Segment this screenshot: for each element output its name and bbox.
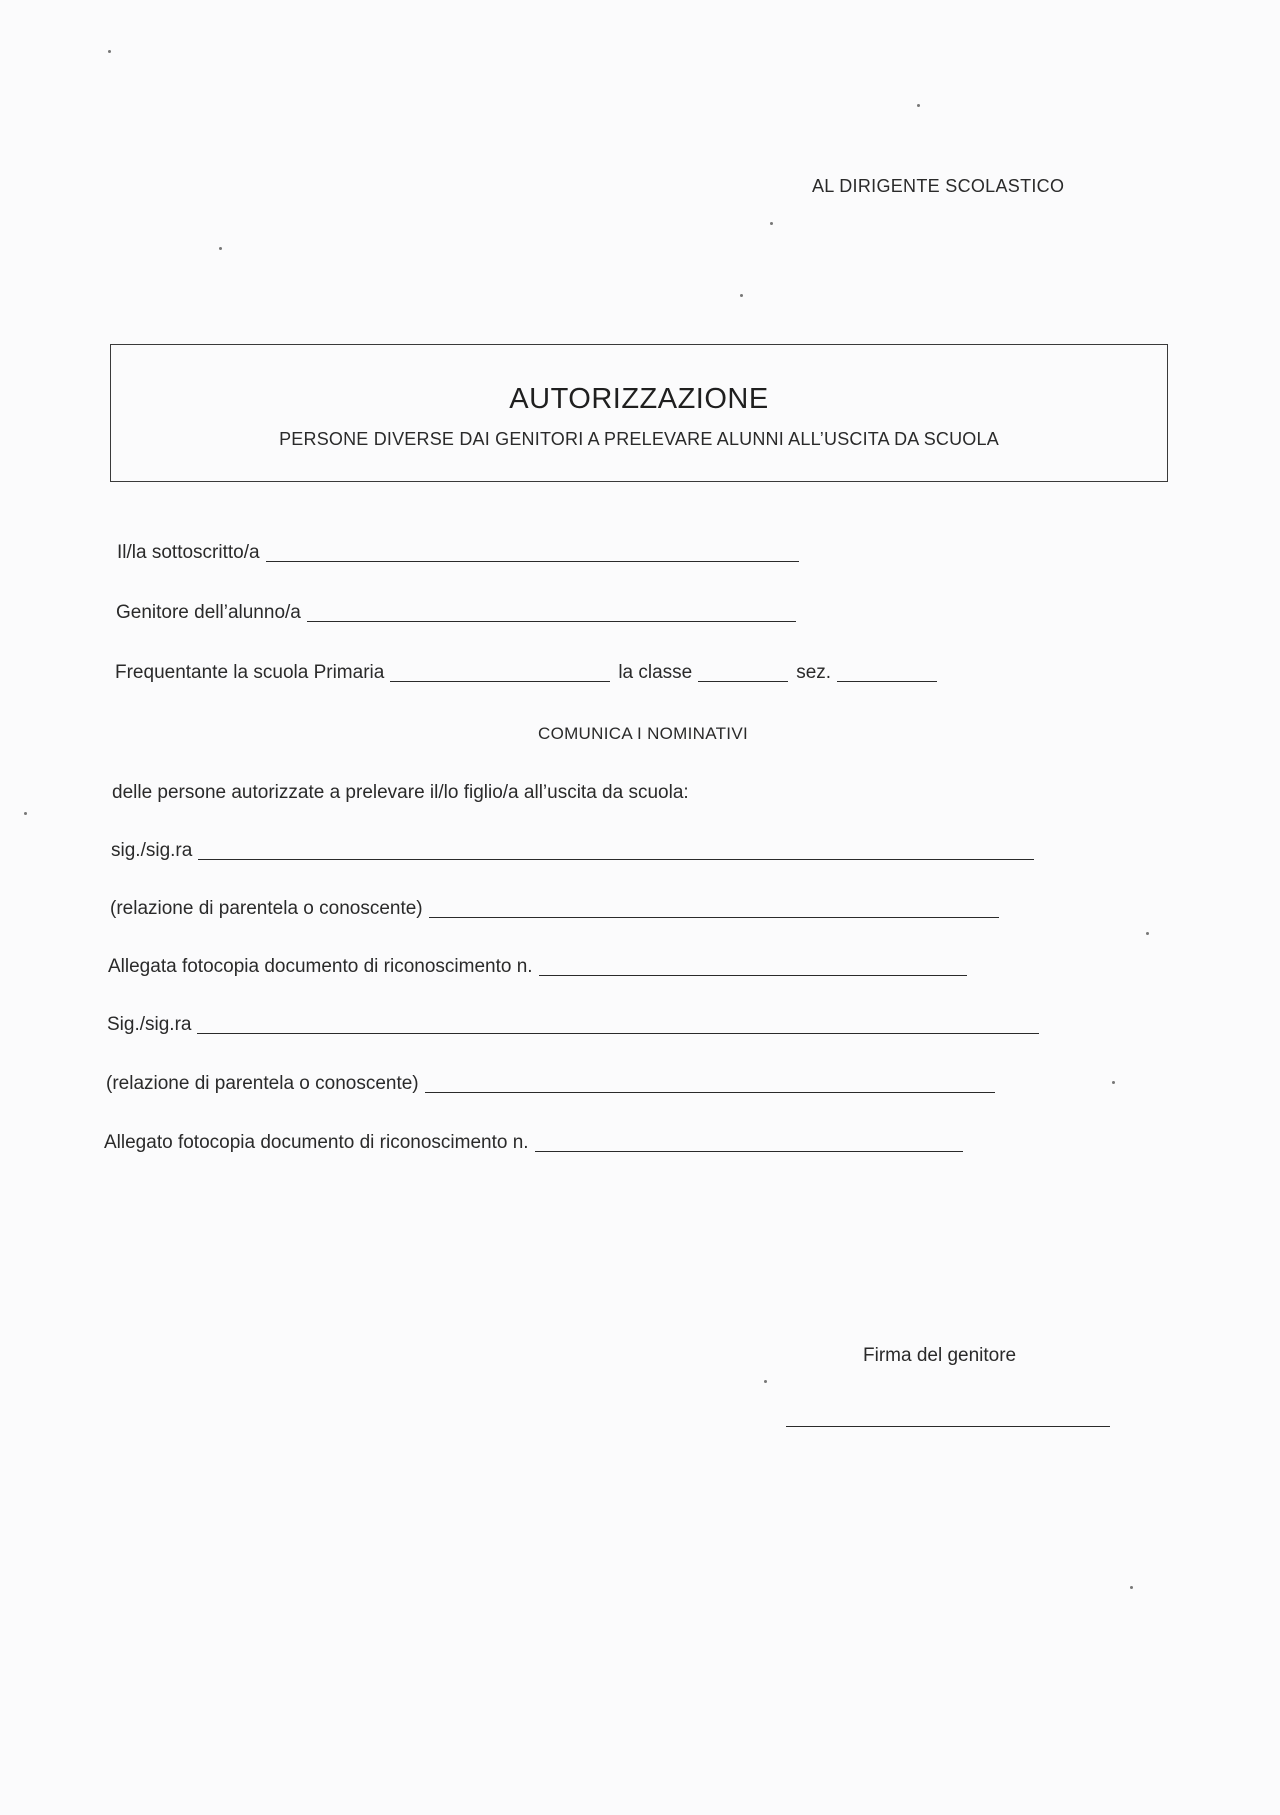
scan-speck xyxy=(1146,932,1149,935)
scan-speck xyxy=(917,104,920,107)
scan-speck xyxy=(24,812,27,815)
school-field[interactable] xyxy=(390,680,610,682)
person-1-document-label: Allegata fotocopia documento di riconoscimento n. xyxy=(108,956,533,977)
person-2-relation-row xyxy=(106,1073,995,1097)
scan-speck xyxy=(108,50,111,53)
student-name-field[interactable] xyxy=(307,620,796,622)
class-label: la classe xyxy=(618,662,693,683)
section-label: sez. xyxy=(796,662,832,683)
signature-label: Firma del genitore xyxy=(863,1345,1017,1366)
person-2-name-field[interactable] xyxy=(197,1032,1039,1034)
undersigned-label: Il/la sottoscritto/a xyxy=(117,542,260,563)
person-1-relation-label: (relazione di parentela o conoscente) xyxy=(110,898,423,919)
person-2-relation-field[interactable] xyxy=(425,1091,995,1093)
section-field[interactable] xyxy=(837,680,937,682)
person-1-document-field[interactable] xyxy=(539,974,967,976)
person-1-document-row xyxy=(108,956,967,980)
addressee: AL DIRIGENTE SCOLASTICO xyxy=(812,176,1065,196)
school-row xyxy=(115,662,937,686)
person-2-document-field[interactable] xyxy=(535,1150,963,1152)
intro-text: delle persone autorizzate a prelevare il/lo figlio/a all’uscita da scuola: xyxy=(112,782,689,803)
scan-speck xyxy=(1130,1586,1133,1589)
signature-field[interactable] xyxy=(786,1426,1110,1427)
undersigned-field[interactable] xyxy=(266,560,799,562)
person-1-name-row xyxy=(111,840,1034,864)
school-label: Frequentante la scuola Primaria xyxy=(115,662,385,683)
person-2-name-row xyxy=(107,1014,1039,1038)
person-1-relation-field[interactable] xyxy=(429,916,999,918)
parent-of-label: Genitore dell’alunno/a xyxy=(116,602,301,623)
person-2-document-row xyxy=(104,1132,963,1156)
person-1-name-label: sig./sig.ra xyxy=(111,840,193,861)
scan-speck xyxy=(219,247,222,250)
communicates-heading: COMUNICA I NOMINATIVI xyxy=(538,724,748,743)
person-2-document-label: Allegato fotocopia documento di riconoscimento n. xyxy=(104,1132,529,1153)
document-subtitle: PERSONE DIVERSE DAI GENITORI A PRELEVARE ALUNNI ALL’USCITA DA SCUOLA xyxy=(279,429,999,449)
class-field[interactable] xyxy=(698,680,788,682)
person-1-relation-row xyxy=(110,898,999,922)
scan-speck xyxy=(1112,1081,1115,1084)
person-2-name-label: Sig./sig.ra xyxy=(107,1014,192,1035)
parent-of-row xyxy=(116,602,796,626)
title-box xyxy=(110,344,1168,482)
intro-row xyxy=(112,782,689,806)
person-2-relation-label: (relazione di parentela o conoscente) xyxy=(106,1073,419,1094)
person-1-name-field[interactable] xyxy=(198,858,1034,860)
scan-speck xyxy=(770,222,773,225)
scan-speck xyxy=(764,1380,767,1383)
scan-speck xyxy=(740,294,743,297)
undersigned-row xyxy=(117,542,799,566)
document-title: AUTORIZZAZIONE xyxy=(509,383,769,415)
